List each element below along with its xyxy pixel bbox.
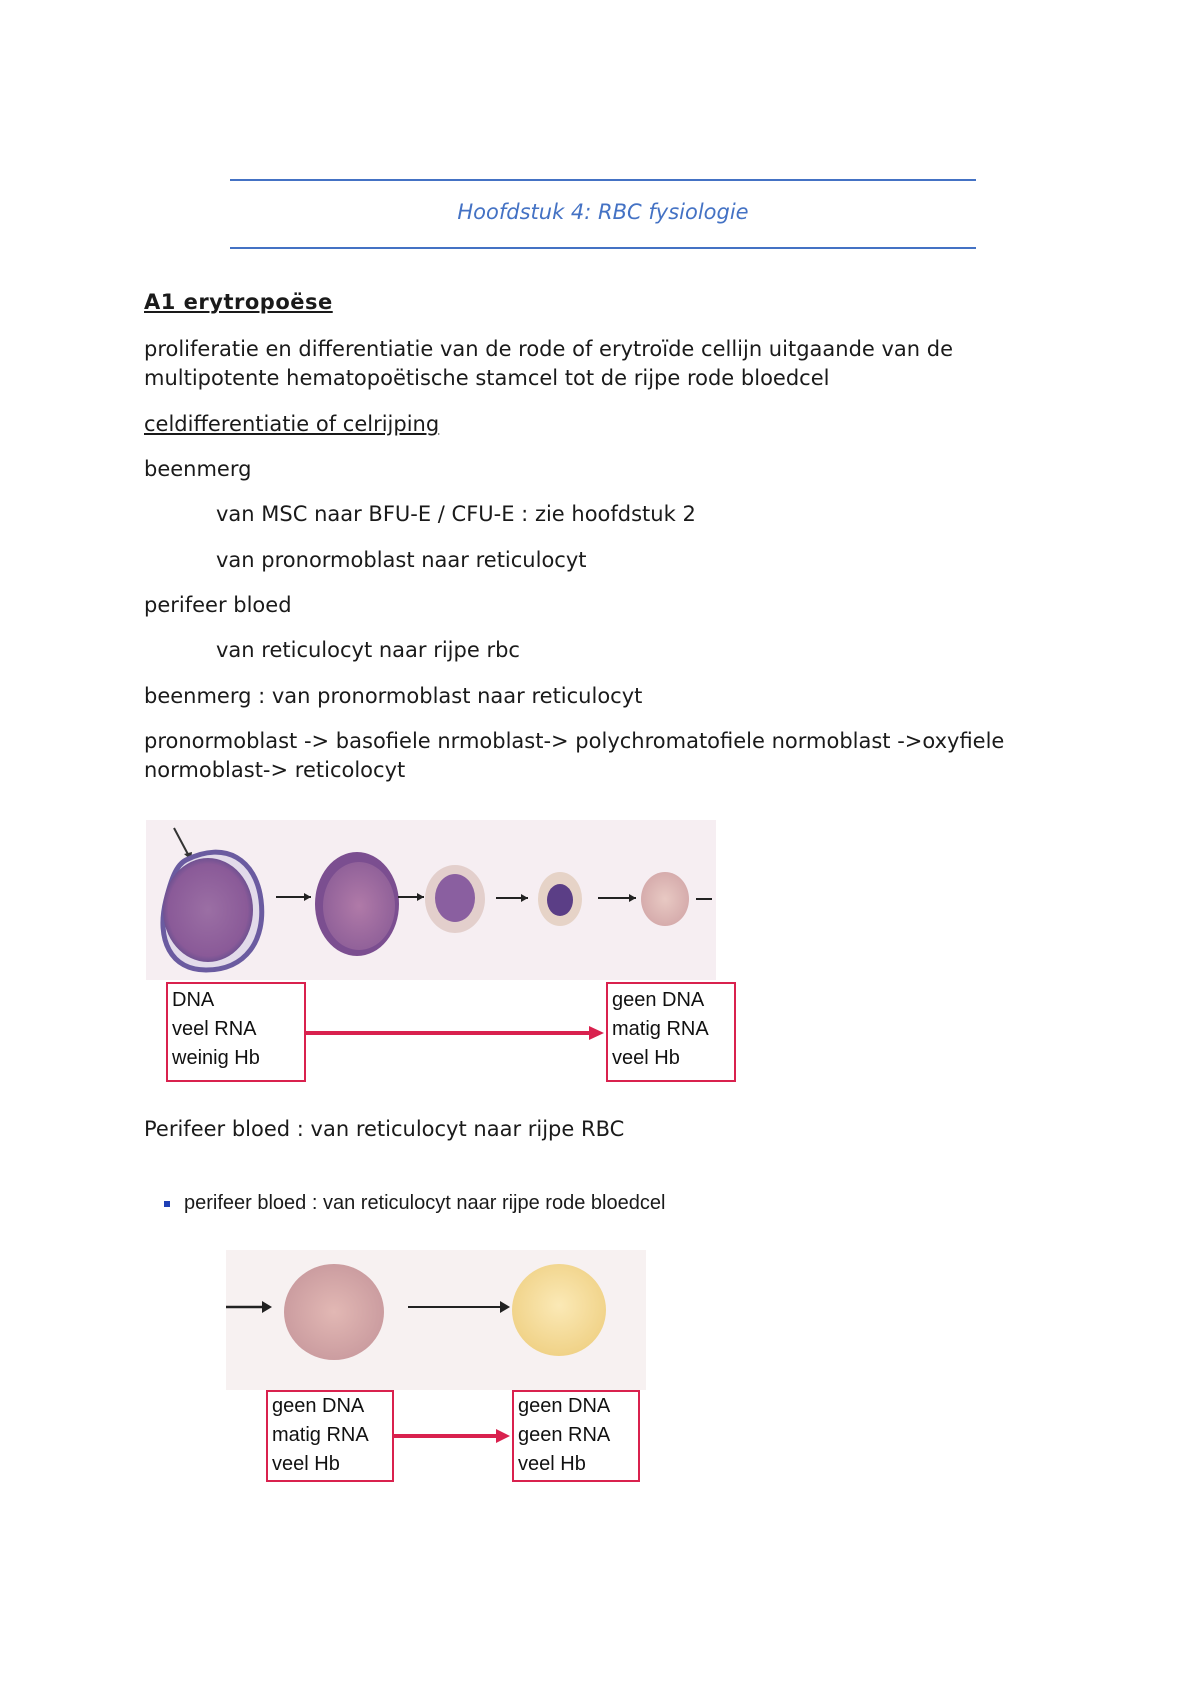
- maturation-figure: [146, 820, 786, 1090]
- box-reticulocyte-properties: [266, 1390, 394, 1482]
- box-line: matig RNA: [612, 1018, 709, 1040]
- text-reticulocyt: van reticulocyt naar rijpe rbc: [216, 638, 520, 662]
- text-perifeer-bloed: Perifeer bloed : van reticulocyt naar rijpe RBC: [144, 1117, 625, 1141]
- header-rule-bottom: [230, 247, 976, 249]
- arrow-red: [394, 1426, 514, 1446]
- box-end-properties: [606, 982, 736, 1082]
- subheading: celdifferentiatie of celrijping: [144, 412, 440, 436]
- box-line: DNA: [172, 989, 215, 1011]
- text-beenmerg-line: beenmerg : van pronormoblast naar reticulocyt: [144, 684, 643, 708]
- section-heading: A1 erytropoëse: [144, 290, 333, 314]
- text-pronormoblast: van pronormoblast naar reticulocyt: [216, 548, 587, 572]
- box-line: veel RNA: [172, 1018, 257, 1040]
- figure2-bullet: [164, 1192, 665, 1215]
- box-line: geen DNA: [272, 1395, 365, 1417]
- box-line: veel Hb: [272, 1453, 340, 1475]
- text-sequence-1: pronormoblast -> basofiele nrmoblast-> polychromatofiele normoblast ->oxyfiele: [144, 729, 1005, 753]
- arrow-red: [306, 1023, 606, 1043]
- text-msc: van MSC naar BFU-E / CFU-E : zie hoofdstuk 2: [216, 502, 696, 526]
- box-start-properties: [166, 982, 306, 1082]
- box-line: veel Hb: [518, 1453, 586, 1475]
- text-perifeer: perifeer bloed: [144, 593, 292, 617]
- text-beenmerg: beenmerg: [144, 457, 252, 481]
- box-line: geen DNA: [612, 989, 705, 1011]
- box-rbc-properties: [512, 1390, 640, 1482]
- maturation-cells-image: [146, 820, 716, 980]
- reticulocyte-figure: [226, 1250, 646, 1490]
- bullet-icon: [164, 1201, 170, 1207]
- box-line: geen RNA: [518, 1424, 611, 1446]
- text-sequence-2: normoblast-> reticolocyt: [144, 758, 406, 782]
- page-title: Hoofdstuk 4: RBC fysiologie: [457, 200, 749, 224]
- box-line: geen DNA: [518, 1395, 611, 1417]
- box-line: veel Hb: [612, 1047, 680, 1069]
- header-rule-top: [230, 179, 976, 181]
- intro-line-1: proliferatie en differentiatie van de rode of erytroïde cellijn uitgaande van de: [144, 337, 954, 361]
- figure2-caption: perifeer bloed : van reticulocyt naar rijpe rode bloedcel: [184, 1192, 666, 1214]
- box-line: weinig Hb: [172, 1047, 260, 1069]
- box-line: matig RNA: [272, 1424, 369, 1446]
- rbc-cells-image: [226, 1250, 646, 1390]
- intro-line-2: multipotente hematopoëtische stamcel tot de rijpe rode bloedcel: [144, 366, 830, 390]
